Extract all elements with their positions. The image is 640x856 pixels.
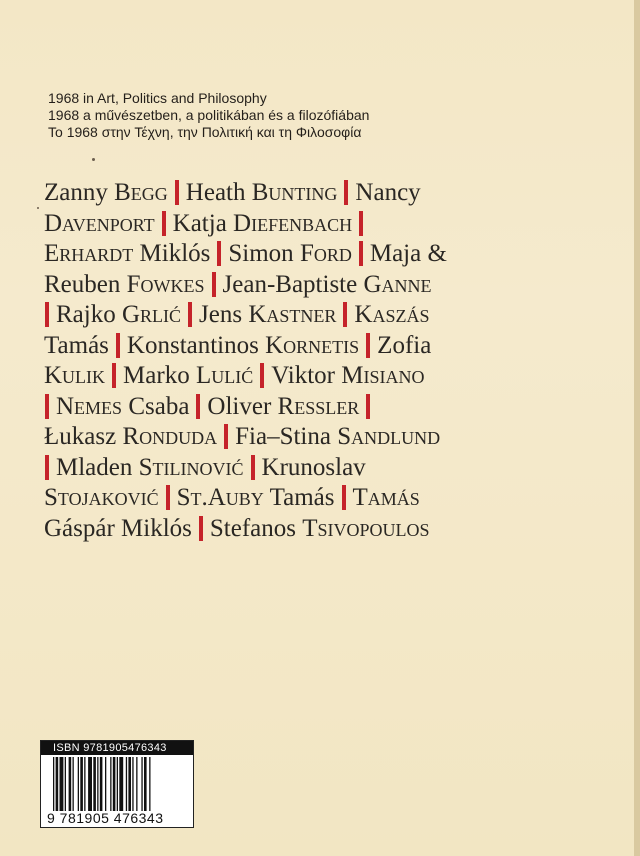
- contributor-surname: Kaszás: [354, 301, 430, 328]
- contributor-name-text: Viktor: [271, 362, 342, 389]
- title-block: [48, 90, 568, 141]
- contributor-name-text: Oliver: [207, 392, 278, 420]
- contributor-name-text: Tamás: [44, 331, 109, 359]
- contributor-line: [44, 422, 604, 453]
- separator-bar: [366, 394, 370, 419]
- contributor-surname: Diefenbach: [233, 209, 353, 237]
- contributor-name-text: Katja: [172, 209, 234, 237]
- speck: [92, 158, 95, 161]
- contributor-line: [44, 209, 604, 240]
- contributor-line: [44, 239, 604, 270]
- contributor-line: [44, 178, 604, 209]
- contributor-name-text: Miklós: [133, 240, 211, 267]
- contributor-surname: St.Auby: [176, 484, 264, 511]
- title-greek: Το 1968 στην Τέχνη, την Πολιτική και τη Φιλοσοφία: [48, 124, 362, 140]
- contributor-line: [44, 453, 604, 484]
- separator-bar: [188, 302, 192, 327]
- contributor-surname: Ganne: [363, 270, 432, 298]
- contributor-surname: Erhardt: [44, 240, 134, 267]
- separator-bar: [112, 363, 116, 388]
- contributor-name-text: Gáspár Miklós: [44, 514, 192, 542]
- contributor-name-text: Mladen: [56, 453, 139, 481]
- contributor-surname: Ronduda: [122, 423, 218, 450]
- contributor-surname: Nemes: [56, 392, 123, 420]
- isbn-barcode-block: [40, 740, 194, 828]
- contributor-surname: Kastner: [248, 301, 337, 328]
- contributor-name-text: Stefanos: [209, 514, 303, 542]
- contributor-surname: Grlić: [121, 301, 182, 328]
- separator-bar: [344, 180, 348, 205]
- contributor-name-text: Rajko: [56, 301, 122, 328]
- contributor-name-text: Reuben: [44, 270, 127, 298]
- contributor-line: [44, 483, 604, 514]
- title-english: 1968 in Art, Politics and Philosophy: [48, 90, 267, 106]
- contributor-name-text: Heath: [185, 179, 252, 206]
- contributor-line: [44, 361, 604, 392]
- contributor-surname: Bunting: [251, 179, 338, 206]
- contributor-name-text: Nancy: [355, 179, 421, 206]
- contributor-line: [44, 514, 604, 545]
- contributor-surname: Begg: [114, 179, 168, 206]
- contributor-name-text: Jens: [199, 301, 249, 328]
- contributor-line: [44, 270, 604, 301]
- contributor-surname: Fowkes: [126, 270, 205, 298]
- contributor-surname: Ressler: [277, 392, 360, 420]
- contributor-name-text: Marko: [123, 362, 196, 389]
- contributor-surname: Sandlund: [337, 423, 441, 450]
- separator-bar: [260, 363, 264, 388]
- contributor-surname: Stilinović: [138, 453, 244, 481]
- contributor-list: [44, 178, 604, 544]
- contributor-name-text: Krunoslav: [261, 453, 366, 481]
- separator-bar: [251, 455, 255, 480]
- contributor-name-text: Łukasz: [44, 423, 123, 450]
- separator-bar: [162, 211, 166, 236]
- contributor-surname: Kulik: [44, 362, 106, 389]
- speck: [37, 207, 39, 209]
- contributor-surname: Misiano: [341, 362, 425, 389]
- contributor-name-text: Konstantinos: [126, 331, 266, 359]
- contributor-surname: Stojaković: [44, 484, 159, 511]
- separator-bar: [199, 516, 203, 541]
- isbn-digits: 9 781905 476343: [47, 810, 164, 826]
- separator-bar: [217, 241, 221, 266]
- separator-bar: [343, 302, 347, 327]
- contributor-name-text: Csaba: [122, 392, 190, 420]
- barcode-icon: [51, 757, 185, 811]
- separator-bar: [175, 180, 179, 205]
- contributor-name-text: Tamás: [263, 484, 335, 511]
- separator-bar: [359, 241, 363, 266]
- isbn-label: ISBN 9781905476343: [41, 741, 193, 755]
- contributor-line: [44, 331, 604, 362]
- title-hungarian: 1968 a művészetben, a politikában és a filozófiában: [48, 107, 370, 123]
- separator-bar: [166, 485, 170, 510]
- separator-bar: [224, 424, 228, 449]
- contributor-name-text: Zanny: [44, 179, 115, 206]
- separator-bar: [342, 485, 346, 510]
- contributor-line: [44, 392, 604, 423]
- contributor-surname: Ford: [299, 240, 352, 267]
- separator-bar: [366, 333, 370, 358]
- contributor-surname: Tsivopoulos: [302, 514, 430, 542]
- cover-edge: [634, 0, 640, 856]
- contributor-name-text: Zofia: [377, 331, 432, 359]
- separator-bar: [45, 455, 49, 480]
- contributor-line: [44, 300, 604, 331]
- contributor-name-text: Fia–Stina: [235, 423, 338, 450]
- separator-bar: [359, 211, 363, 236]
- separator-bar: [45, 394, 49, 419]
- separator-bar: [116, 333, 120, 358]
- separator-bar: [196, 394, 200, 419]
- contributor-name-text: Jean-Baptiste: [222, 270, 364, 298]
- contributor-name-text: Simon: [228, 240, 300, 267]
- contributor-surname: Davenport: [44, 209, 155, 237]
- contributor-name-text: Maja &: [369, 240, 447, 267]
- separator-bar: [212, 272, 216, 297]
- contributor-surname: Lulić: [195, 362, 254, 389]
- separator-bar: [45, 302, 49, 327]
- contributor-surname: Tamás: [352, 484, 420, 511]
- contributor-surname: Kornetis: [265, 331, 360, 359]
